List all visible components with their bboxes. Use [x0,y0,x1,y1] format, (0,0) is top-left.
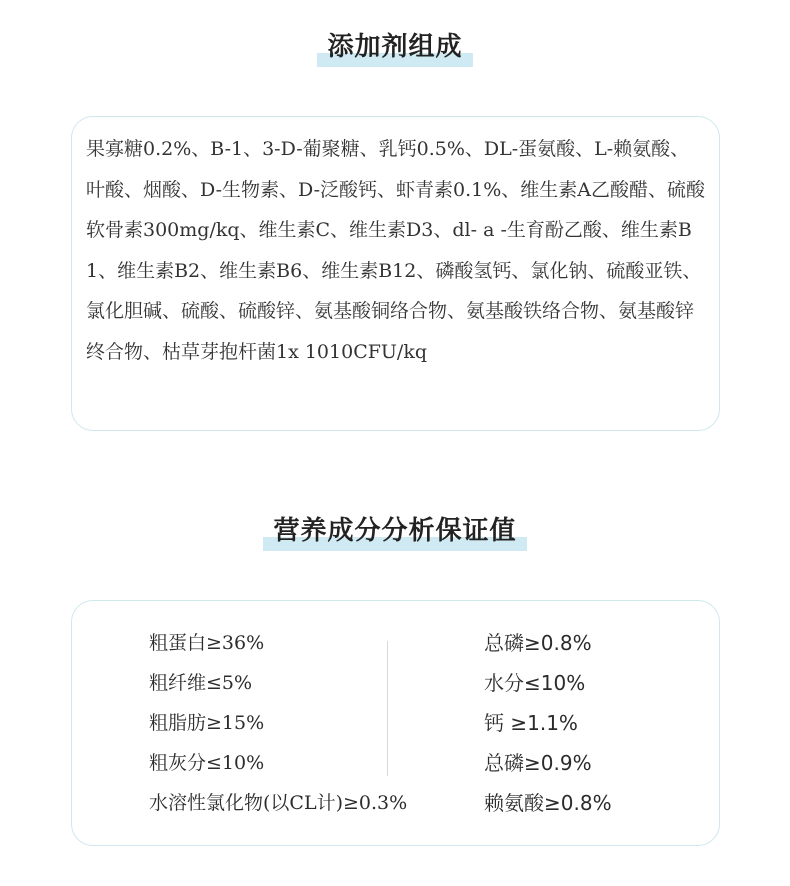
nutrition-item: 粗脂肪≥15% [149,712,265,734]
nutrition-item: 水分≤10% [484,671,586,695]
additives-section-title [0,26,790,63]
nutrition-item: 粗灰分≤10% [149,752,265,774]
nutrition-right-column [484,623,612,823]
column-divider [387,641,388,776]
nutrition-section-title [0,510,790,547]
additives-title: 添加剂组成 [327,32,463,62]
additives-card [71,116,720,431]
additives-list-text: 果寡糖0.2%、B-1、3-D-葡聚糖、乳钙0.5%、DL-蛋氨酸、L-赖氨酸、叶酸、烟酸、D-生物素、D-泛酸钙、虾青素0.1%、维生素A乙酸醋、硫酸软骨素300mg/kq、维生素C、维生素D3、dl- a -生育酚乙酸、维生素B1、维生素B2、维生素B6、维生素B12、磷酸氢钙、氯化钠、硫酸亚铁、氯化胆碱、硫酸、硫酸锌、氨基酸铜络合物、氨基酸铁络合物、氨基酸锌终合物、枯草芽抱杆菌1x 1010CFU/kq [86,138,706,363]
nutrition-left-column [149,623,407,823]
nutrition-card [71,600,720,846]
nutrition-item: 赖氨酸≥0.8% [484,791,612,815]
nutrition-item: 钙 ≥1.1% [484,711,578,735]
nutrition-item: 总磷≥0.9% [484,751,592,775]
nutrition-title: 营养成分分析保证值 [273,516,517,546]
nutrition-item: 粗纤维≤5% [149,672,253,694]
nutrition-item: 水溶性氯化物(以CL计)≥0.3% [149,792,408,814]
nutrition-item: 粗蛋白≥36% [149,632,265,654]
nutrition-item: 总磷≥0.8% [484,631,592,655]
